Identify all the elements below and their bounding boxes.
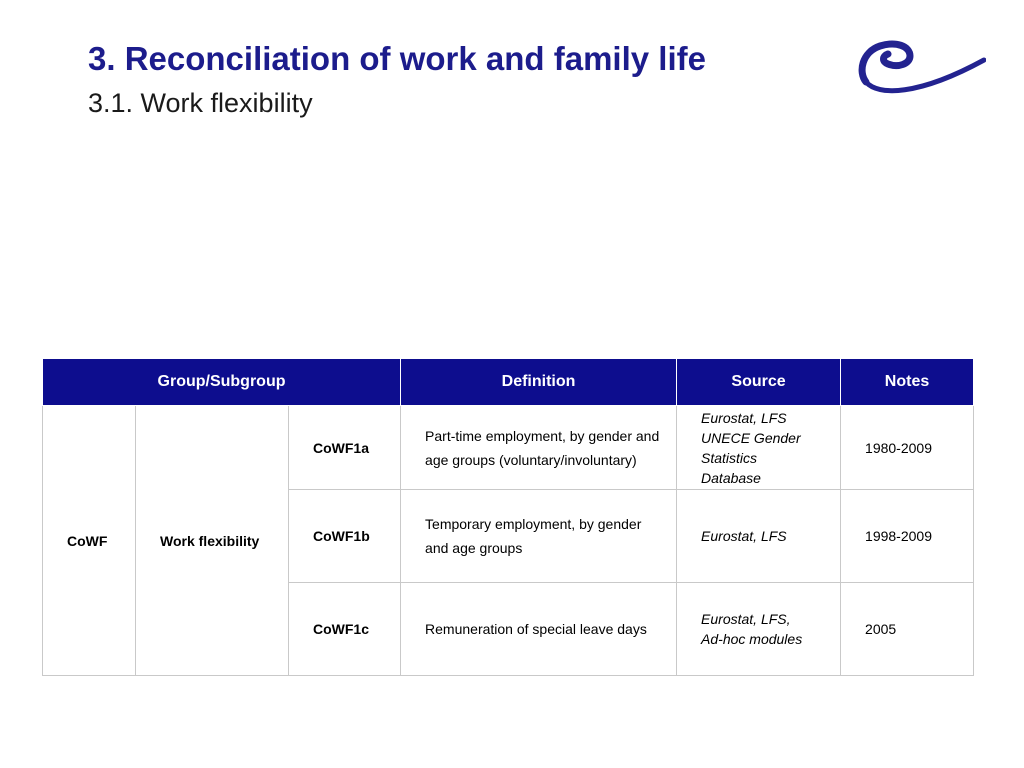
code-cell: CoWF1a [289, 406, 401, 490]
subgroup-cell: Work flexibility [136, 406, 289, 676]
code-cell: CoWF1b [289, 490, 401, 583]
notes-cell: 1980-2009 [841, 406, 974, 490]
definition-cell: Part-time employment, by gender and age groups (voluntary/involuntary) [401, 406, 677, 490]
source-line: Eurostat, LFS [701, 409, 787, 426]
notes-cell: 1998-2009 [841, 490, 974, 583]
slide-title: 3. Reconciliation of work and family life [88, 40, 706, 77]
group-cell: CoWF [43, 406, 136, 676]
indicators-table [42, 358, 974, 676]
notes-cell: 2005 [841, 583, 974, 676]
council-of-europe-logo-icon [848, 36, 986, 98]
table-header-row [43, 359, 974, 406]
source-line: Statistics [701, 449, 758, 466]
source-cell [677, 406, 841, 490]
header-source: Source [677, 359, 841, 406]
source-line: Database [701, 469, 761, 486]
source-line: UNECE Gender [701, 429, 801, 446]
definition-cell: Temporary employment, by gender and age groups [401, 490, 677, 583]
source-line: Ad-hoc modules [701, 631, 803, 647]
source-cell [677, 583, 841, 676]
source-cell [677, 490, 841, 583]
header-definition: Definition [401, 359, 677, 406]
definition-cell: Remuneration of special leave days [401, 583, 677, 676]
source-line: Eurostat, LFS, [701, 611, 791, 627]
slide-subtitle: 3.1. Work flexibility [88, 88, 313, 118]
table-row [43, 406, 974, 490]
header-notes: Notes [841, 359, 974, 406]
header-group-subgroup: Group/Subgroup [43, 359, 401, 406]
code-cell: CoWF1c [289, 583, 401, 676]
source-line: Eurostat, LFS [701, 528, 787, 544]
